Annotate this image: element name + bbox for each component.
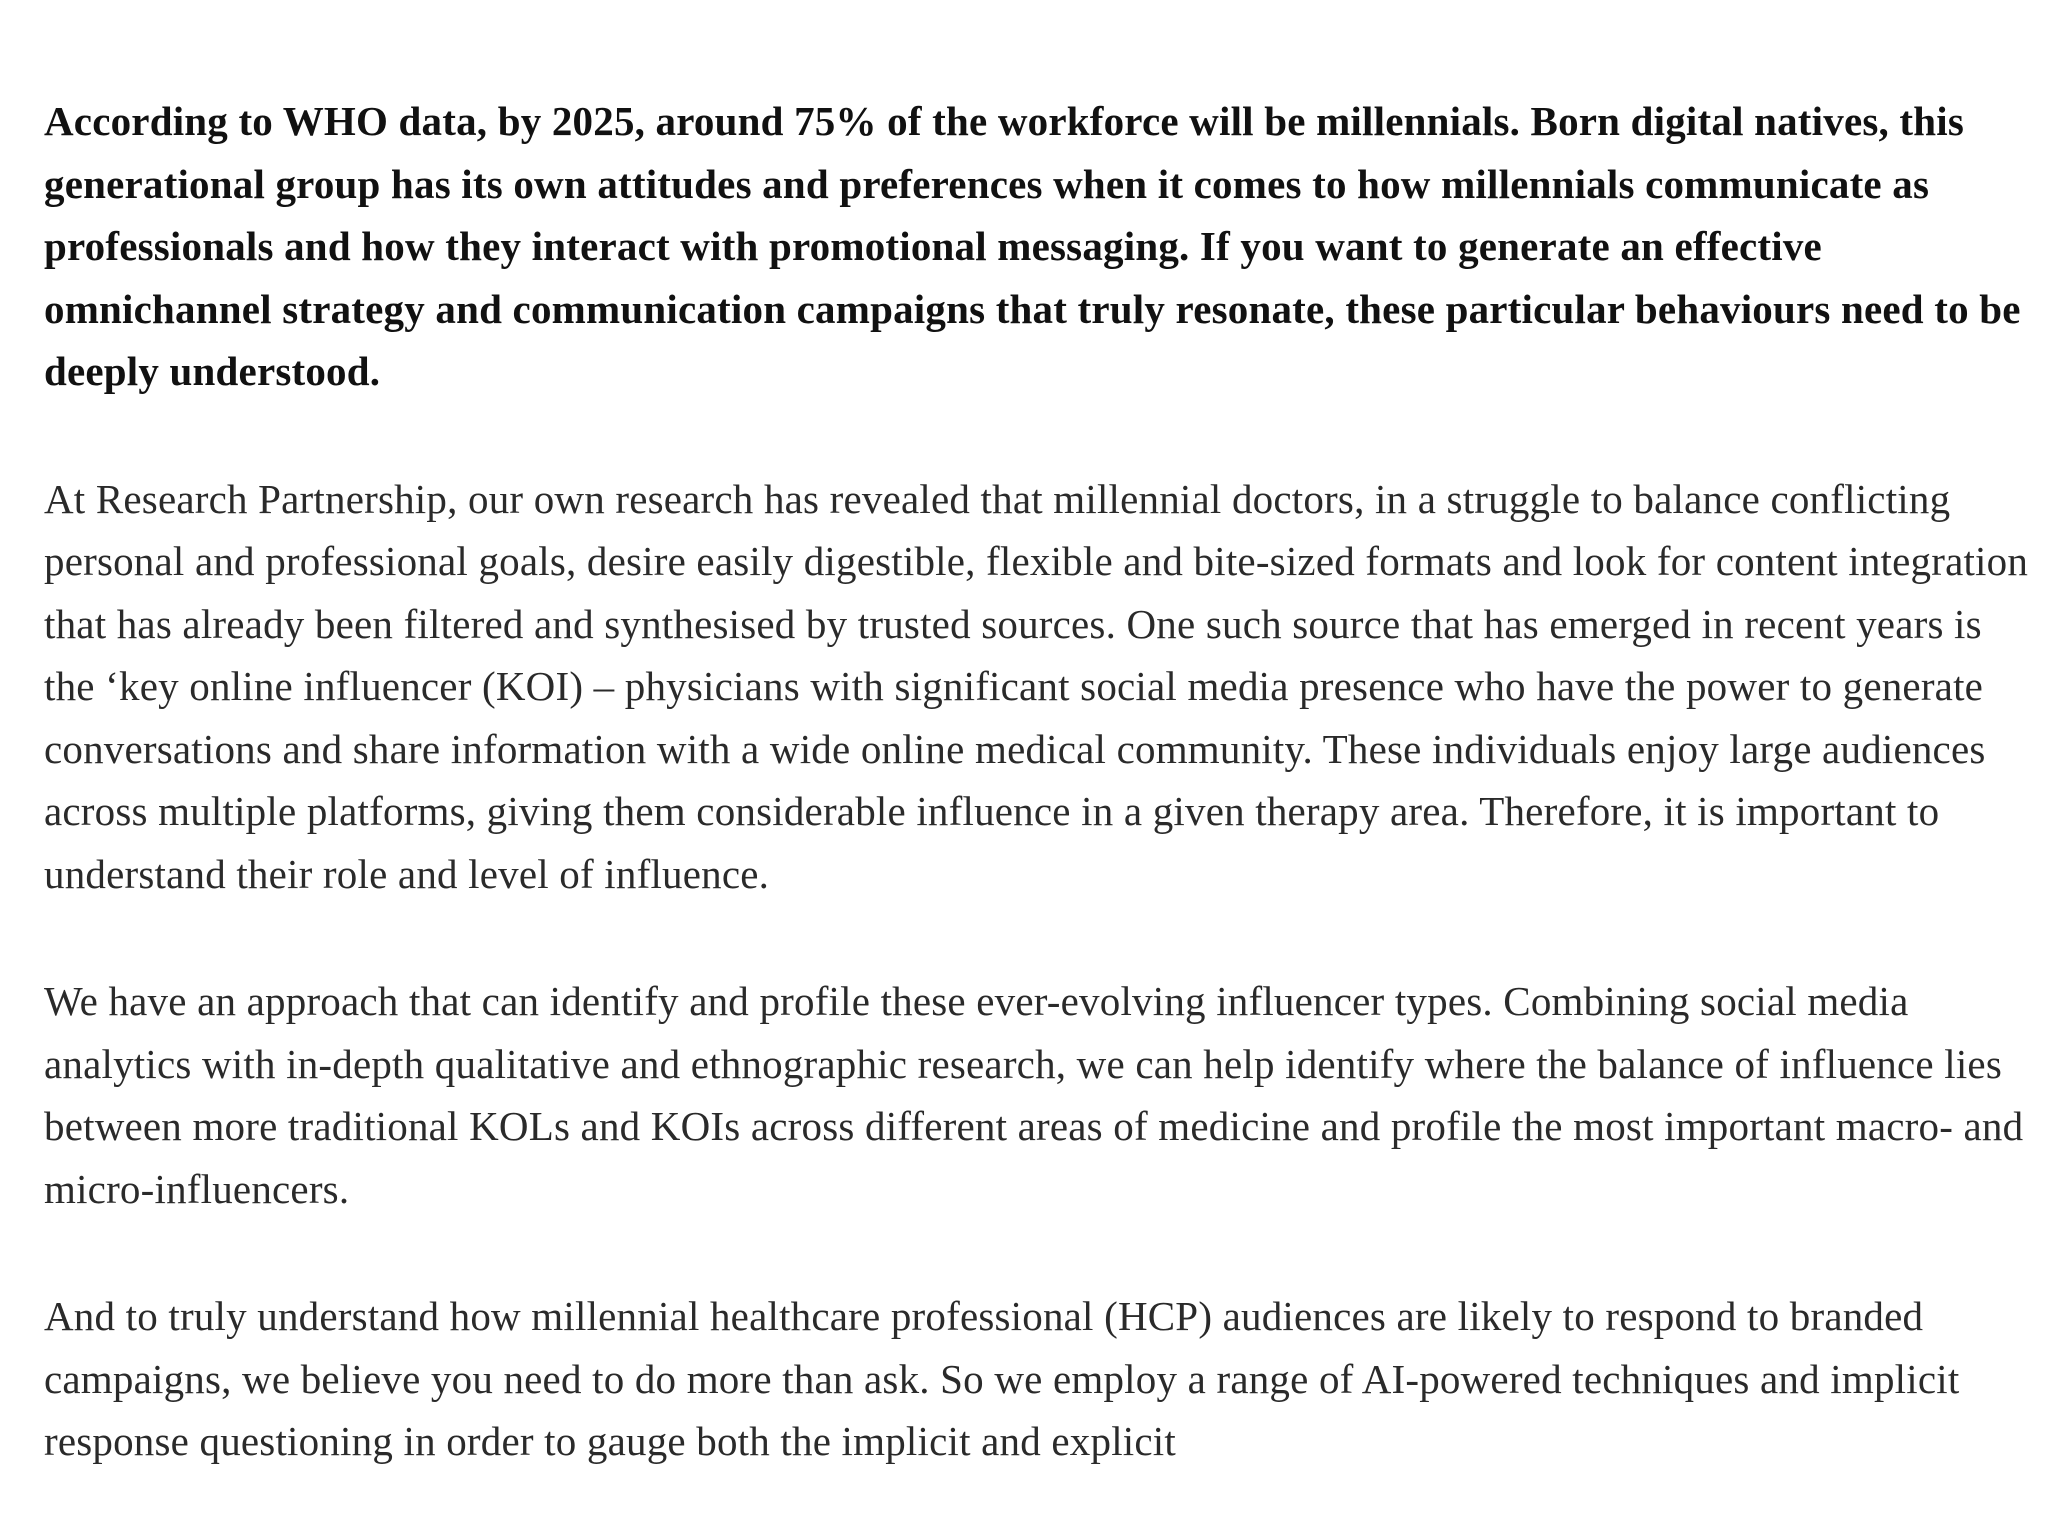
lead-paragraph: According to WHO data, by 2025, around 75% of the workforce will be millennials. Born digital natives, this generational group has its own attitudes and preferences when it comes to how millennials communicate as professionals and how they interact with promotional messaging. If you want to generate an effective omnichannel strategy and communication campaigns that truly resonate, these particular behaviours need to be deeply understood. (44, 98, 2021, 394)
article-body (44, 90, 2029, 1473)
body-paragraph-campaigns: And to truly understand how millennial healthcare professional (HCP) audiences are likely to respond to branded campaigns, we believe you need to do more than ask. So we employ a range of AI-powered techniques and implicit response questioning in order to gauge both the implicit and explicit (44, 1293, 1960, 1464)
body-paragraph-research: At Research Partnership, our own research has revealed that millennial doctors, in a struggle to balance conflicting personal and professional goals, desire easily digestible, flexible and bite-sized formats and look for content integration that has already been filtered and synthesised by trusted sources. One such source that has emerged in recent years is the ‘key online influencer (KOI) – physicians with significant social media presence who have the power to generate conversations and share information with a wide online medical community. These individuals enjoy large audiences across multiple platforms, giving them considerable influence in a given therapy area. Therefore, it is important to understand their role and level of influence. (44, 475, 2029, 897)
body-paragraph-approach: We have an approach that can identify and profile these ever-evolving influencer types. Combining social media analytics with in-depth qualitative and ethnographic research, we can help identify where the balance of influence lies between more traditional KOLs and KOIs across different areas of medicine and profile the most important macro- and micro-influencers. (44, 978, 2024, 1212)
